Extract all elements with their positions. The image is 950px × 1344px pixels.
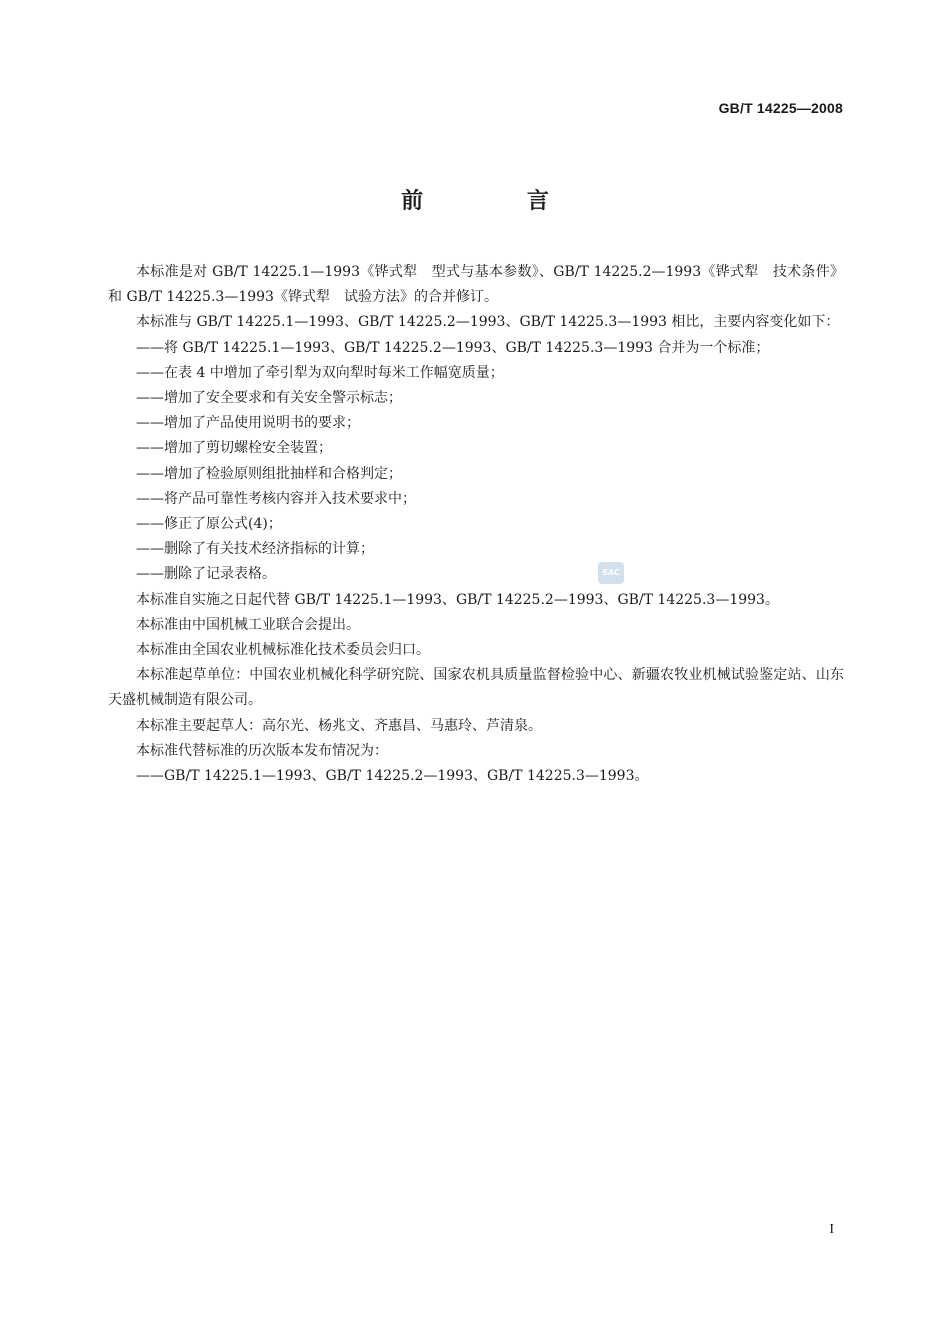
- list-item: ——删除了有关技术经济指标的计算；: [136, 541, 374, 558]
- drafters-statement: 本标准主要起草人：高尔光、杨兆文、齐惠昌、马惠玲、芦清泉。: [136, 717, 542, 734]
- standard-number: GB/T 14225—2008: [718, 100, 843, 116]
- changes-list: [108, 336, 844, 588]
- list-item: ——增加了安全要求和有关安全警示标志；: [136, 390, 402, 407]
- list-item: ——在表 4 中增加了牵引犁为双向犁时每米工作幅宽质量；: [136, 364, 504, 381]
- list-item: ——删除了记录表格。: [136, 566, 276, 583]
- page-title: 前 言: [401, 189, 597, 214]
- list-item: ——增加了产品使用说明书的要求；: [136, 415, 360, 432]
- history-list: [108, 764, 844, 789]
- list-item: ——增加了检验原则组批抽样和合格判定；: [136, 465, 402, 482]
- list-item: ——将 GB/T 14225.1—1993、GB/T 14225.2—1993、GB/T 14225.3—1993 合并为一个标准；: [136, 339, 770, 356]
- proposer-statement: 本标准由中国机械工业联合会提出。: [136, 616, 360, 633]
- intro-paragraph-2: 本标准与 GB/T 14225.1—1993、GB/T 14225.2—1993、GB/T 14225.3—1993 相比，主要内容变化如下：: [136, 314, 840, 331]
- list-item: ——增加了剪切螺栓安全装置；: [136, 440, 332, 457]
- list-item: ——修正了原公式(4)；: [136, 516, 282, 533]
- drafting-units-statement: 本标准起草单位：中国农业机械化科学研究院、国家农机具质量监督检验中心、新疆农牧业机械试验鉴定站、山东天盛机械制造有限公司。: [108, 667, 844, 709]
- list-item: ——GB/T 14225.1—1993、GB/T 14225.2—1993、GB/T 14225.3—1993。: [136, 768, 649, 785]
- list-item: ——将产品可靠性考核内容并入技术要求中；: [136, 490, 416, 507]
- sac-watermark-icon: SAC: [598, 562, 624, 584]
- history-statement: 本标准代替标准的历次版本发布情况为：: [136, 742, 388, 759]
- replacement-statement: 本标准自实施之日起代替 GB/T 14225.1—1993、GB/T 14225.2—1993、GB/T 14225.3—1993。: [136, 591, 779, 608]
- intro-paragraph-1: 本标准是对 GB/T 14225.1—1993《铧式犁 型式与基本参数》、GB/T 14225.2—1993《铧式犁 技术条件》和 GB/T 14225.3—1993《铧式犁 试验方法》的合并修订。: [108, 264, 844, 306]
- committee-statement: 本标准由全国农业机械标准化技术委员会归口。: [136, 642, 430, 659]
- page-number: I: [829, 1222, 834, 1237]
- foreword-body: [108, 260, 844, 789]
